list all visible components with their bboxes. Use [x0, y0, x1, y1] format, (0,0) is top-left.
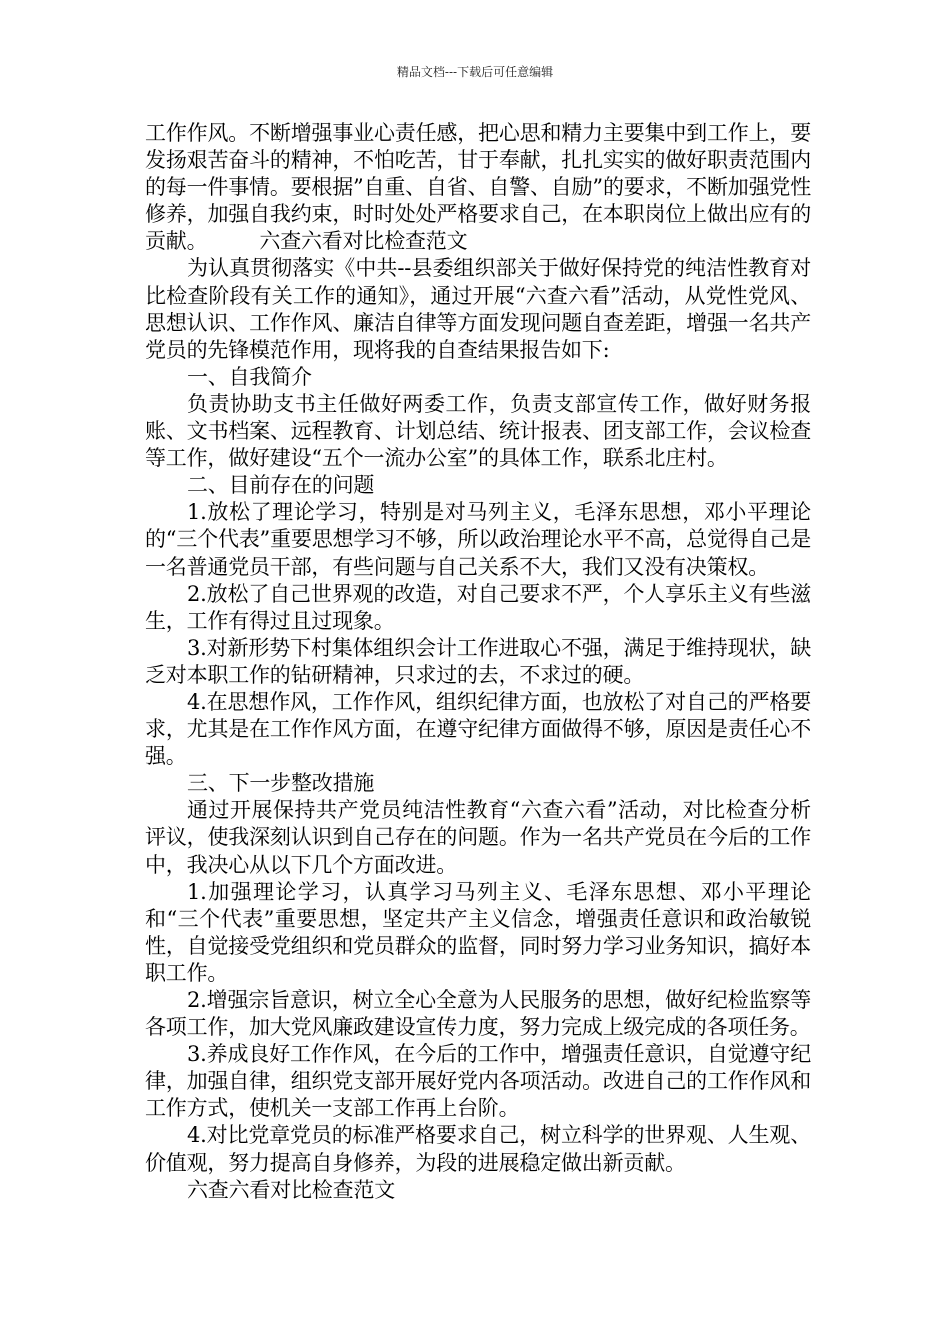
page-header: 精品文档---下载后可任意编辑 — [396, 65, 554, 79]
section-heading-self-intro: 一、自我简介 — [187, 364, 312, 389]
measure-item-2: 2.增强宗旨意识，树立全心全意为人民服务的思想，做好纪检监察等各项工作，加大党风廉政建设宣传力度，努力完成上级完成的各项任务。 — [145, 988, 811, 1040]
document-title-repeat: 六查六看对比检查范文 — [187, 1177, 395, 1202]
problem-item-1: 1.放松了理论学习，特别是对马列主义，毛泽东思想，邓小平理论的“三个代表”重要思想学习不够，所以政治理论水平不高，总觉得自己是一名普通党员干部，有些问题与自己关系不大，我们又没有决策权。 — [145, 500, 811, 579]
problem-item-3: 3.对新形势下村集体组织会计工作进取心不强，满足于维持现状，缺乏对本职工作的钻研精神，只求过的去，不求过的硬。 — [145, 635, 811, 687]
paragraph-self-intro: 负责协助支书主任做好两委工作，负责支部宣传工作，做好财务报账、文书档案、远程教育、计划总结、统计报表、团支部工作，会议检查等工作，做好建设“五个一流办公室”的具体工作，联系北庄村。 — [145, 391, 811, 471]
problem-item-4: 4.在思想作风，工作作风，组织纪律方面，也放松了对自己的严格要求，尤其是在工作作风方面，在遵守纪律方面做得不够，原因是责任心不强。 — [145, 689, 811, 769]
paragraph-1 — [145, 120, 811, 255]
paragraph-measures-intro: 通过开展保持共产党员纯洁性教育“六查六看”活动，对比检查分析评议，使我深刻认识到自己存在的问题。作为一名共产党员在今后的工作中，我决心从以下几个方面改进。 — [145, 798, 811, 877]
problem-item-2: 2.放松了自己世界观的改造，对自己要求不严，个人享乐主义有些滋生，工作有得过且过现象。 — [145, 581, 811, 633]
paragraph-1-text: 工作作风。不断增强事业心责任感，把心思和精力主要集中到工作上，要发扬艰苦奋斗的精神，不怕吃苦，甘于奉献，扎扎实实的做好职责范围内的每一件事情。要根据”自重、自省、自警、自励”的要求，不断加强党性修养，加强自我约束，时时处处严格要求自己，在本职岗位上做出应有的贡献。 — [145, 121, 811, 254]
section-heading-measures: 三、下一步整改措施 — [187, 771, 375, 796]
measure-item-4: 4.对比党章党员的标准严格要求自己，树立科学的世界观、人生观、价值观，努力提高自身修养，为段的进展稳定做出新贡献。 — [145, 1123, 811, 1175]
measure-item-1: 1.加强理论学习，认真学习马列主义、毛泽东思想、邓小平理论和“三个代表”重要思想，坚定共产主义信念，增强责任意识和政治敏锐性，自觉接受党组织和党员群众的监督，同时努力学习业务知识，搞好本职工作。 — [145, 879, 811, 985]
section-heading-problems: 二、目前存在的问题 — [187, 473, 375, 498]
measure-item-3: 3.养成良好工作作风，在今后的工作中，增强责任意识，自觉遵守纪律，加强自律，组织党支部开展好党内各项活动。改进自己的工作作风和工作方式，使机关一支部工作再上台阶。 — [145, 1042, 811, 1121]
inline-document-title: 六查六看对比检查范文 — [259, 229, 468, 254]
document-body — [145, 120, 811, 1204]
paragraph-intro: 为认真贯彻落实《中共--县委组织部关于做好保持党的纯洁性教育对比检查阶段有关工作的通知》，通过开展“六查六看”活动，从党性党风、思想认识、工作作风、廉洁自律等方面发现问题自查差距，增强一名共产党员的先锋模范作用，现将我的自查结果报告如下: — [145, 256, 811, 362]
